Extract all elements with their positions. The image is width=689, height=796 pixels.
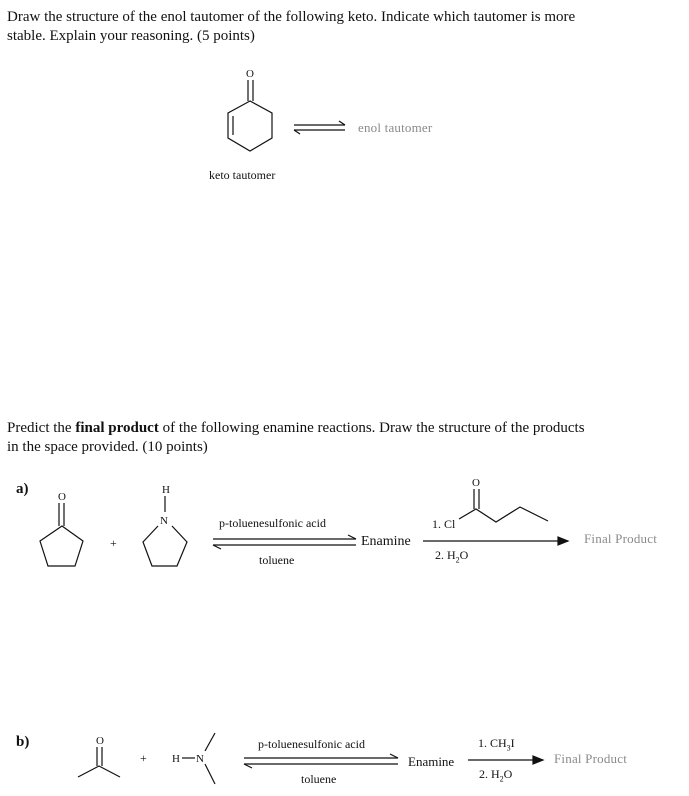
part-b-label: b) (16, 734, 30, 750)
pyrrolidine-h-label: H (162, 484, 170, 496)
part-a-step2: 2. $H_2O$ (435, 548, 469, 565)
question1-text-line2: stable. Explain your reasoning. (5 points) (7, 28, 255, 44)
keto-tautomer-structure (228, 68, 272, 151)
part-a-reagent-above: p-toluenesulfonic acid (219, 516, 326, 530)
part-a-final-product: Final Product (584, 531, 658, 546)
pyrrolidine-n-label: N (160, 515, 168, 527)
intro-prefix: Predict the (7, 420, 76, 436)
part-a-reagent-below: toluene (259, 553, 295, 567)
pyrrolidine-structure (143, 484, 187, 566)
part-b-step2: 2. $H_2O$ (479, 767, 513, 784)
equilibrium-arrows-b (244, 754, 398, 768)
enol-tautomer-label: enol tautomer (358, 120, 433, 135)
step1-chloride: Cl (444, 517, 456, 531)
dimethylamine-structure (172, 733, 215, 784)
cyclopentanone-oxygen-label: O (58, 491, 66, 503)
equilibrium-arrows-q1 (294, 121, 345, 134)
acetone-structure (78, 735, 120, 777)
part-a-intermediate: Enamine (361, 534, 411, 549)
step1-number: 1. (432, 517, 441, 531)
part-a-plus: + (110, 536, 117, 550)
reaction-arrow-b (468, 756, 543, 764)
keto-tautomer-label: keto tautomer (209, 168, 276, 182)
keto-oxygen-label: O (246, 68, 254, 80)
part-b-reagent-above: p-toluenesulfonic acid (258, 737, 365, 751)
dimethylamine-h-label: H (172, 753, 180, 765)
part-b-reagent-below: toluene (301, 772, 337, 786)
acyl-chloride-structure (459, 477, 548, 522)
question2-intro-line1 (7, 419, 585, 438)
cyclopentanone-structure (40, 491, 83, 566)
part-b-plus: + (140, 751, 147, 765)
question2-intro-line2: in the space provided. (10 points) (7, 439, 208, 455)
acyl-chloride-oxygen-label: O (472, 477, 480, 489)
intro-suffix: of the following enamine reactions. Draw the structure of the products (158, 420, 585, 436)
equilibrium-arrows-a (213, 535, 356, 549)
part-b-final-product: Final Product (554, 751, 628, 766)
dimethylamine-n-label: N (196, 753, 204, 765)
reaction-arrow-a (423, 537, 568, 545)
part-a-label: a) (16, 481, 29, 497)
acetone-oxygen-label: O (96, 735, 104, 747)
part-b-step1: 1. $CH_3I$ (478, 736, 515, 753)
part-b-intermediate: Enamine (408, 754, 455, 769)
intro-bold: final product (75, 420, 159, 436)
question1-text-line1: Draw the structure of the enol tautomer of the following keto. Indicate which tautomer is more (7, 9, 576, 25)
part-a-step1 (432, 517, 455, 532)
